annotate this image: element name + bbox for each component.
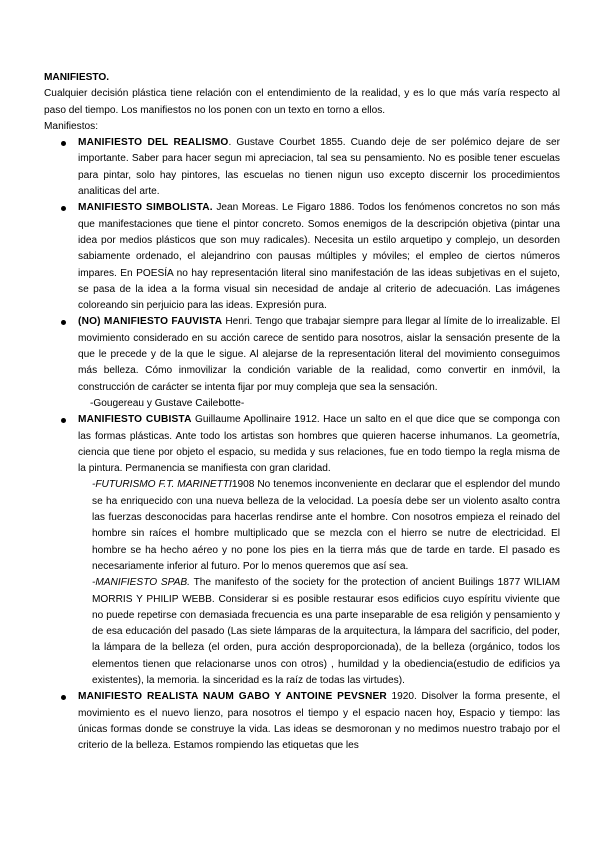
- item-note: -Gougereau y Gustave Cailebotte-: [90, 397, 245, 409]
- sub-item-text: 1908 No tenemos inconveniente en declarar que el esplendor del mundo se ha enriquecido con una nueva belleza de la velocidad. La poesía debe ser un violento asalto contra las fuerzas desconocidas para hacerlas rendirse ante el hombre. Con nosotros empieza el reinado del hombre sin raíces el hombre multiplicado que se mezcla con el hierro se nutre de electricidad. El hombre se ha hecho aéreo y no pone los pies en la tierra más que de tarde en tarde. El pasado es necesariamente inferior al futuro. Por lo menos queremos que así sea.: [92, 479, 560, 572]
- item-heading: MANIFIESTO SIMBOLISTA.: [78, 202, 213, 214]
- list-item-simbolista: [44, 200, 560, 314]
- item-heading: MANIFIESTO REALISTA NAUM GABO Y ANTOINE PEVSNER: [78, 691, 387, 703]
- manifesto-list: [44, 135, 560, 754]
- item-text: . Gustave Courbet 1855. Cuando deje de ser polémico dejare de ser importante. Saber para hacer segun mi apreciacion, tal sea su pensamiento. No es posible tener escuelas para pintar, solo hay pintores, las escuelas no tienen nigun uso excepto discernir los procedimientos analiticas del arte.: [78, 137, 560, 198]
- list-item-realista: [44, 689, 560, 754]
- item-text: Jean Moreas. Le Figaro 1886. Todos los fenómenos concretos no son más que manifestaciones que tiene el pintor concreto. Somos enemigos de la descripción objetiva (pintar una idea por medios plásticos que son muy radicales). Necesita un estilo arquetipo y complejo, un desorden sabiamente ordenado, el alejandrino con pausas múltiples y móviles; el empleo de ciertos números impares. En POESÍA no hay representación literal sino manifestación de las ideas subjetivas en el sujeto, se pasa de la idea a la forma visual sin necesidad de andaje al criterio de adecuación. Las imágenes coloreando sin perjuicio para las ideas. Expresión pura.: [78, 202, 560, 312]
- item-text: Guillaume Apollinaire 1912. Hace un salto en el que dice que se componga con las formas plásticas. Ante todo los artistas son hombres que quieren hacerse inhumanos. La geometría, ciencia que tiene por objeto el espacio, su medida y sus relaciones, fue en todo tiempo la regla misma de la pintura. Permanencia se manifiesta con gran claridad.: [78, 414, 560, 475]
- list-item-fauvista: [44, 314, 560, 412]
- document-page: [44, 70, 560, 754]
- item-heading: MANIFIESTO DEL REALISMO: [78, 137, 229, 149]
- document-title: MANIFIESTO.: [44, 72, 110, 83]
- list-item-realismo: [44, 135, 560, 200]
- item-text: 1920. Disolver la forma presente, el movimiento es el nuevo lienzo, para nosotros el tiempo y el espacio nacen hoy, Espacio y tiempo: las únicas formas donde se construye la vida. Las ideas se desmoronan y no medimos nuestro trabajo por el criterio de la belleza. Estamos rompiendo las etiquetas que les: [78, 691, 560, 752]
- sub-item-heading: -FUTURISMO F.T. MARINETTI: [92, 479, 232, 491]
- item-heading: (NO) MANIFIESTO FAUVISTA: [78, 316, 223, 328]
- item-heading: MANIFIESTO CUBISTA: [78, 414, 192, 426]
- sub-item-futurismo: [78, 477, 560, 575]
- sub-item-heading: -MANIFIESTO SPAB.: [92, 577, 190, 589]
- list-label: Manifiestos:: [44, 120, 99, 132]
- item-text: Henri. Tengo que trabajar siempre para llegar al límite de lo irrealizable. El movimiento considerado en su acción carece de sentido para nosotros, aislar la sensación presente de la que le precede y de la que le sigue. Al alejarse de la representación literal del movimiento conseguimos más belleza. Cómo inmovilizar la condición variable de la realidad, como convertir en inmóvil, la construcción de carácter se intenta fijar por muy compleja que sea la sensación.: [78, 316, 560, 393]
- sub-item-text: The manifesto of the society for the protection of ancient Builings 1877 WILIAM MORRIS Y PHILIP WEBB. Considerar si es posible restaurar esos edificios cuyo espíritu viviente que no puede repetirse con demasiada frecuencia es una parte inseparable de esa religión y pensamiento y de esa educación del pasado (Las siete lámparas de la arquitectura, la lámpara del sacrificio, del poder, la lámpara de la belleza (el orden, pura acción desproporcionada), de la belleza (orgánico, todos los elementos tienen que relacionarse unos con otros) , humildad y la obediencia(estudio de edificios ya existentes), la memoria. la sinceridad es la raíz de todas las virtudes).: [92, 577, 561, 686]
- list-item-cubista: [44, 412, 560, 689]
- intro-paragraph: Cualquier decisión plástica tiene relación con el entendimiento de la realidad, y es lo que más varía respecto al paso del tiempo. Los manifiestos no los ponen con un texto en torno a ellos.: [44, 88, 560, 116]
- sub-item-spab: [78, 575, 560, 689]
